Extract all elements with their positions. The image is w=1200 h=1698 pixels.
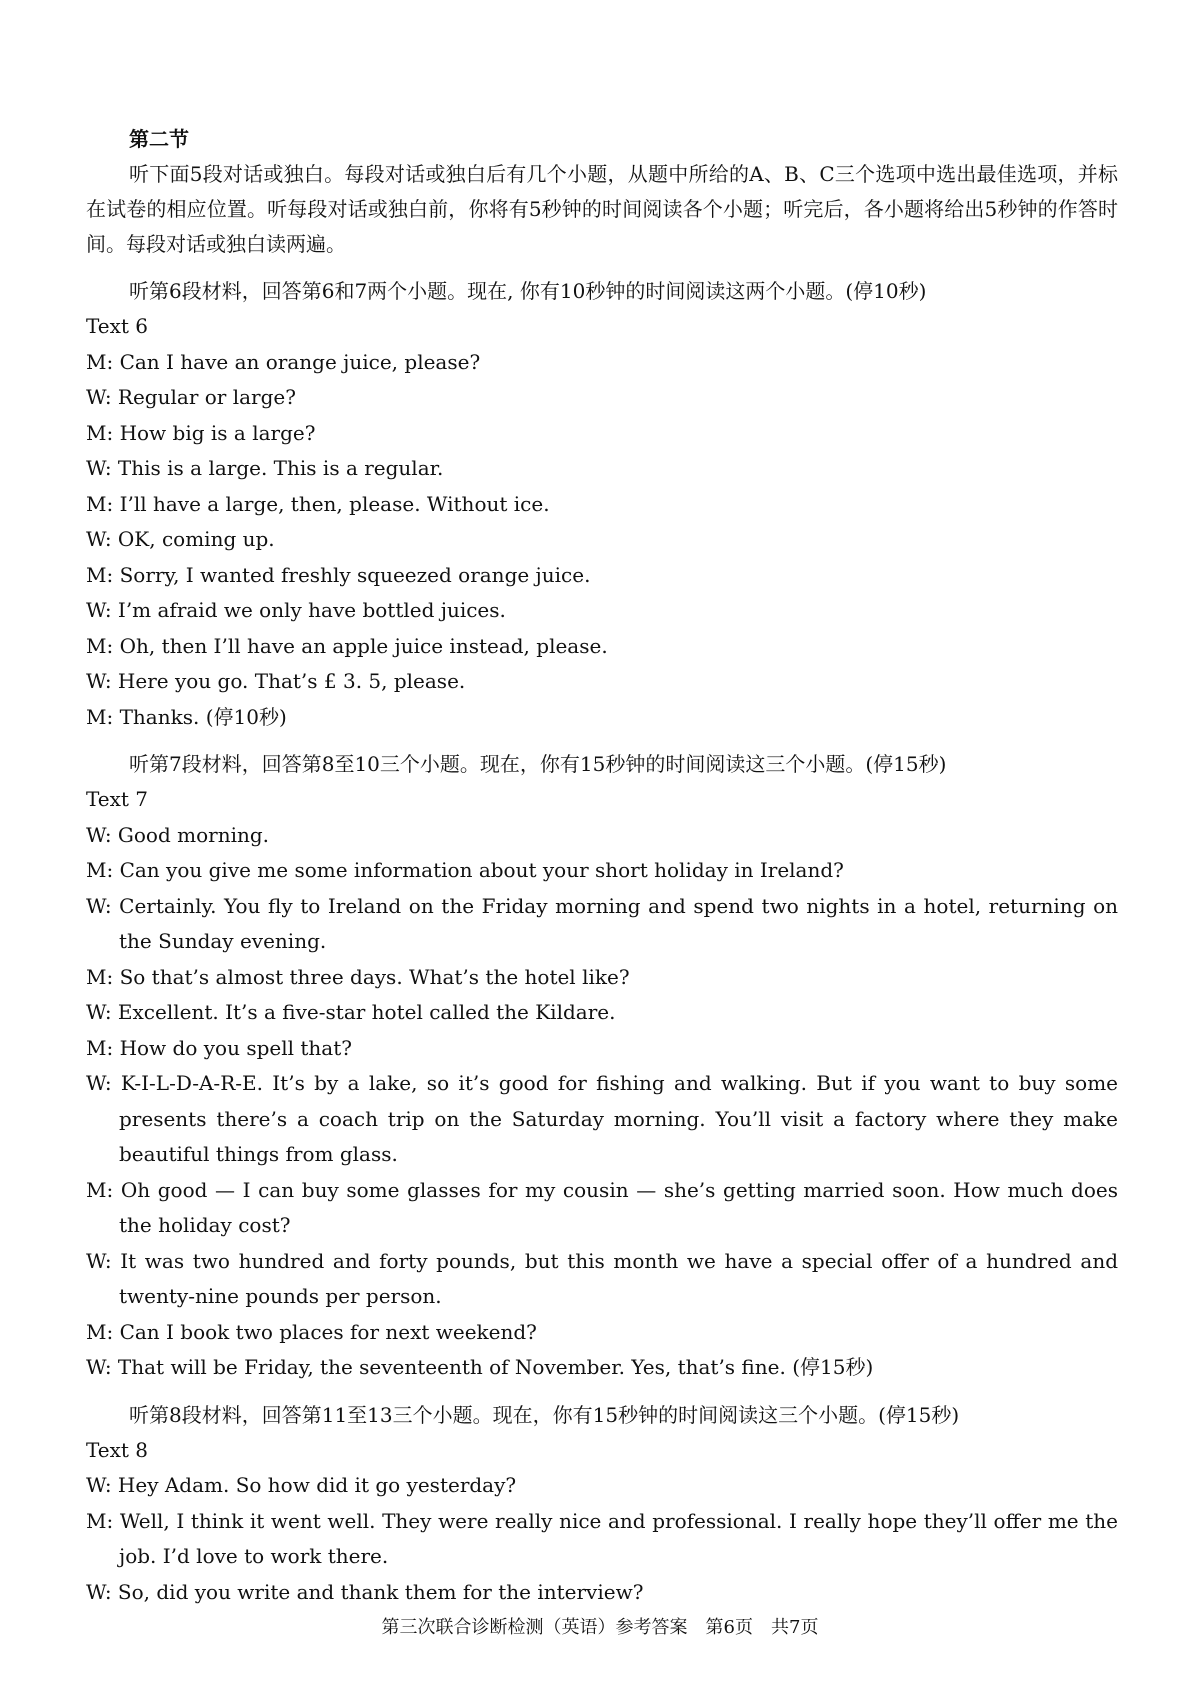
dialogue-line: W: Certainly. You fly to Ireland on the Friday morning and spend two nights in a hotel, returning on the Sunday evening. bbox=[86, 893, 1118, 953]
dialogue-line: W: Hey Adam. So how did it go yesterday? bbox=[86, 1473, 517, 1497]
dialogue-line: W: That will be Friday, the seventeenth of November. Yes, that’s fine. (停15秒) bbox=[86, 1355, 874, 1379]
dialogue-line: W: Excellent. It’s a five-star hotel called the Kildare. bbox=[86, 1000, 616, 1024]
dialogue-line: W: I’m afraid we only have bottled juices. bbox=[86, 598, 506, 622]
dialogue-line: M: Can you give me some information about your short holiday in Ireland? bbox=[86, 858, 844, 882]
block-prompt: 听第6段材料，回答第6和7两个小题。现在, 你有10秒钟的时间阅读这两个小题。(停10秒) bbox=[129, 279, 927, 303]
listening-block bbox=[86, 747, 1118, 1386]
text-label: Text 8 bbox=[86, 1437, 149, 1462]
page-footer: 第三次联合诊断检测（英语）参考答案 第6页 共7页 bbox=[381, 1617, 819, 1638]
dialogue-line: W: Regular or large? bbox=[86, 385, 296, 409]
dialogue-line: M: I’ll have a large, then, please. Without ice. bbox=[86, 491, 550, 516]
dialogue-line: W: This is a large. This is a regular. bbox=[86, 456, 444, 480]
text-label: Text 7 bbox=[86, 787, 149, 811]
dialogue-line: W: Good morning. bbox=[86, 822, 270, 847]
page-content bbox=[86, 122, 1118, 1610]
section-title: 第二节 bbox=[129, 127, 189, 151]
text-label: Text 6 bbox=[86, 314, 149, 338]
dialogue-line: M: Can I book two places for next weekend? bbox=[86, 1319, 537, 1344]
dialogue-line: W: K-I-L-D-A-R-E. It’s by a lake, so it’s good for fishing and walking. But if you want to buy some presents there’s a coach trip on the Saturday morning. You’ll visit a factory where they make beautiful things from glass. bbox=[86, 1071, 1118, 1166]
dialogue-line: M: Sorry, I wanted freshly squeezed orange juice. bbox=[86, 562, 591, 587]
listening-block bbox=[86, 1398, 1118, 1611]
dialogue-line: W: OK, coming up. bbox=[86, 527, 275, 551]
dialogue-line: W: Here you go. That’s £ 3. 5, please. bbox=[86, 669, 466, 693]
block-prompt: 听第8段材料，回答第11至13三个小题。现在，你有15秒钟的时间阅读这三个小题。(停15秒) bbox=[129, 1402, 960, 1427]
listening-block bbox=[86, 274, 1118, 735]
dialogue-line: M: Oh good — I can buy some glasses for my cousin — she’s getting married soon. How much does the holiday cost? bbox=[86, 1177, 1118, 1237]
listening-blocks bbox=[86, 274, 1118, 1610]
dialogue-line: M: Can I have an orange juice, please? bbox=[86, 349, 481, 374]
dialogue-line: M: So that’s almost three days. What’s the hotel like? bbox=[86, 964, 630, 989]
dialogue-line: M: How do you spell that? bbox=[86, 1035, 352, 1060]
dialogue-line: M: Oh, then I’ll have an apple juice instead, please. bbox=[86, 633, 608, 658]
dialogue-line: M: Thanks. (停10秒) bbox=[86, 704, 287, 729]
dialogue-line: M: How big is a large? bbox=[86, 420, 316, 445]
section-instruction: 听下面5段对话或独白。每段对话或独白后有几个小题，从题中所给的A、B、C三个选项中选出最佳选项，并标在试卷的相应位置。听每段对话或独白前，你将有5秒钟的时间阅读各个小题；听完后，各小题将给出5秒钟的作答时间。每段对话或独白读两遍。 bbox=[86, 162, 1118, 256]
dialogue-line: W: So, did you write and thank them for the interview? bbox=[86, 1579, 644, 1604]
dialogue-line: W: It was two hundred and forty pounds, but this month we have a special offer of a hundred and twenty-nine pounds per person. bbox=[86, 1248, 1118, 1308]
dialogue-line: M: Well, I think it went well. They were really nice and professional. I really hope they’ll offer me the job. I’d love to work there. bbox=[86, 1508, 1118, 1568]
block-prompt: 听第7段材料，回答第8至10三个小题。现在，你有15秒钟的时间阅读这三个小题。(停15秒) bbox=[129, 752, 947, 776]
